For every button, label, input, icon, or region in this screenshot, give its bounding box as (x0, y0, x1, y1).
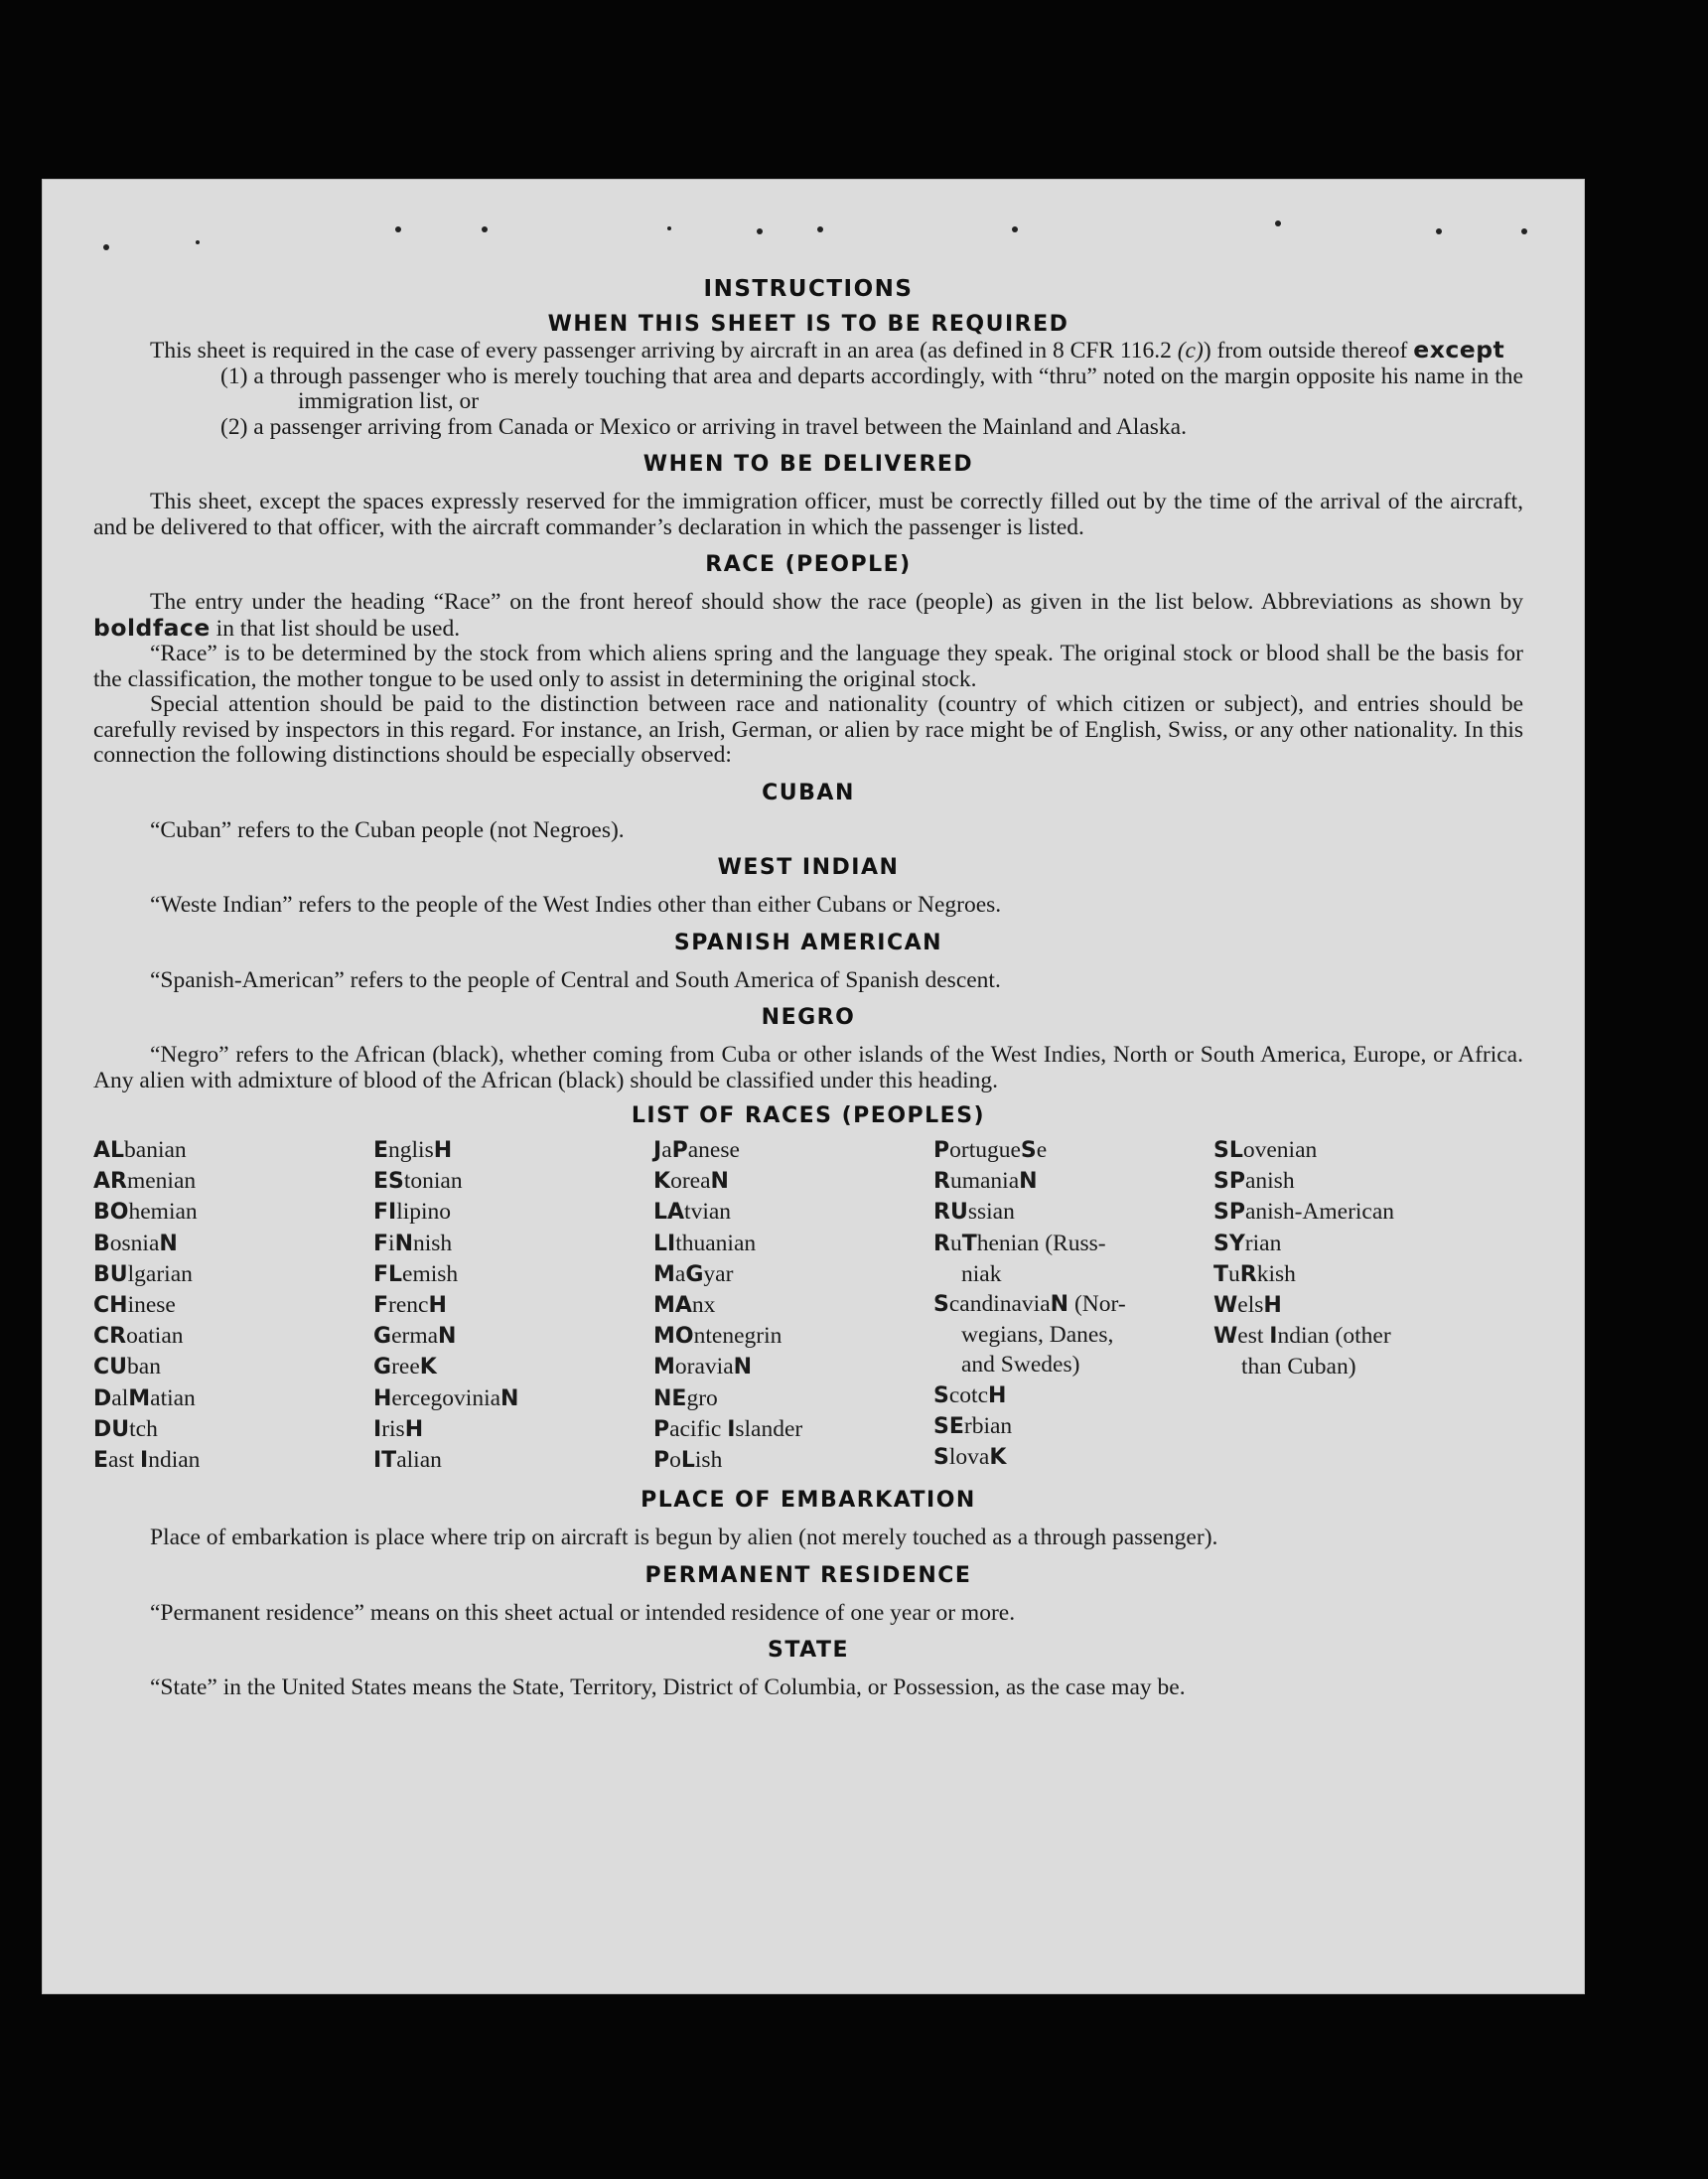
race-paragraph-1: The entry under the heading “Race” on the front hereof should show the race (people) as given in the list below. Abbreviations as shown by boldface in that list should be used. (93, 589, 1523, 642)
west-indian-text: “Weste Indian” refers to the people of the West Indies other than either Cubans or Negroes. (150, 892, 1002, 918)
race-entry: DalMatian (93, 1384, 196, 1411)
race-entry: FLemish (373, 1260, 459, 1287)
race-entry: CUban (93, 1354, 161, 1380)
dot (395, 226, 401, 232)
race-entry: LAtvian (653, 1199, 732, 1226)
dot (482, 226, 488, 232)
race-entry: MOntenegrin (653, 1323, 783, 1350)
races-column (1213, 1135, 1494, 1476)
heading-when-required: WHEN THIS SHEET IS TO BE REQUIRED (547, 312, 1069, 337)
instruction-sheet (42, 179, 1585, 1994)
heading-race: RACE (PEOPLE) (705, 552, 912, 577)
race-entry: MAnx (653, 1292, 716, 1319)
race-entry: ARmenian (93, 1168, 197, 1195)
race-entry: IrisH (373, 1415, 424, 1442)
race-entry: FIlipino (373, 1199, 452, 1226)
heading-cuban: CUBAN (762, 780, 855, 805)
race-paragraph-3: Special attention should be paid to the distinction between race and nationality (country of which citizen or subject), and entries should be carefully revised by inspectors in this regard. For instance, an Irish, German, or alien by race might be of English, Swiss, or any other nationality. In this connection the following distinctions should be especially observed: (93, 691, 1523, 768)
negro-text: “Negro” refers to the African (black), whether coming from Cuba or other islands of the West Indies, North or South America, Europe, or Africa. Any alien with admixture of blood of the African (black) should be classified under this heading. (93, 1042, 1523, 1093)
race-entry: SYrian (1213, 1230, 1282, 1256)
race-entry: GreeK (373, 1354, 437, 1380)
heading-state: STATE (768, 1638, 849, 1664)
race-entry: BOhemian (93, 1199, 198, 1226)
races-column (933, 1135, 1213, 1476)
race-entry: EStonian (373, 1168, 463, 1195)
race-entry: HercegoviniaN (373, 1384, 519, 1411)
race-entry: ScotcH (933, 1381, 1007, 1408)
races-column (93, 1135, 373, 1476)
race-entry: RuThenian (Russ- (933, 1230, 1106, 1256)
race-entry: TuRkish (1213, 1260, 1296, 1287)
race-entry: DUtch (93, 1415, 158, 1442)
delivered-text: This sheet, except the spaces expressly reserved for the immigration officer, must be correctly filled out by the time of the arrival of the aircraft, and be delivered to that officer, with the aircraft commander’s declaration in which the passenger is listed. (93, 489, 1523, 540)
race-entry: SPanish-American (1213, 1199, 1395, 1226)
race-entry: BosniaN (93, 1230, 178, 1256)
heading-when-delivered: WHEN TO BE DELIVERED (642, 452, 974, 477)
embarkation-text: Place of embarkation is place where trip on aircraft is begun by alien (not merely touched as a through passenger). (150, 1525, 1218, 1551)
race-entry: Pacific Islander (653, 1415, 803, 1442)
race-entry: ScandinaviaN (Nor- (933, 1291, 1126, 1318)
state-text: “State” in the United States means the State, Territory, District of Columbia, or Possession, as the case may be. (150, 1674, 1186, 1701)
races-column (653, 1135, 933, 1476)
race-entry: CRoatian (93, 1323, 184, 1350)
race-entry: SPanish (1213, 1168, 1295, 1195)
race-entry: ALbanian (93, 1137, 187, 1163)
race-entry: wegians, Danes, (961, 1322, 1114, 1349)
required-item-2: (2) a passenger arriving from Canada or Mexico or arriving in travel between the Mainland and Alaska. (220, 413, 1187, 440)
race-entry: NEgro (653, 1384, 718, 1411)
race-entry: PoLish (653, 1447, 723, 1474)
race-entry: EnglisH (373, 1137, 453, 1163)
dot (1521, 228, 1527, 234)
race-entry: and Swedes) (961, 1352, 1080, 1379)
dot (1012, 226, 1018, 232)
heading-spanish-american: SPANISH AMERICAN (673, 930, 943, 955)
heading-negro: NEGRO (761, 1005, 856, 1030)
dot (103, 244, 109, 250)
dot (196, 240, 200, 244)
heading-embarkation: PLACE OF EMBARKATION (640, 1488, 976, 1514)
races-column (373, 1135, 653, 1476)
race-entry: niak (961, 1260, 1002, 1287)
dot (757, 228, 763, 234)
heading-west-indian: WEST INDIAN (717, 855, 900, 880)
cuban-text: “Cuban” refers to the Cuban people (not Negroes). (150, 816, 625, 843)
dot (1275, 220, 1281, 226)
race-entry: than Cuban) (1241, 1354, 1356, 1380)
race-entry: FiNnish (373, 1230, 453, 1256)
race-entry: WelsH (1213, 1292, 1282, 1319)
race-entry: GermaN (373, 1323, 457, 1350)
race-entry: KoreaN (653, 1168, 729, 1195)
spanish-american-text: “Spanish-American” refers to the people of Central and South America of Spanish descent. (150, 966, 1001, 993)
dot (1436, 228, 1442, 234)
race-entry: BUlgarian (93, 1260, 193, 1287)
heading-permanent-residence: PERMANENT RESIDENCE (644, 1562, 972, 1588)
race-entry: RumaniaN (933, 1168, 1038, 1195)
heading-list-of-races: LIST OF RACES (PEOPLES) (631, 1103, 986, 1128)
race-entry: RUssian (933, 1199, 1015, 1226)
page-title: INSTRUCTIONS (703, 276, 914, 302)
race-entry: West Indian (other (1213, 1323, 1391, 1350)
race-entry: JaPanese (653, 1137, 740, 1163)
race-entry: ITalian (373, 1447, 442, 1474)
race-entry: MaGyar (653, 1260, 734, 1287)
race-entry: MoraviaN (653, 1354, 753, 1380)
dot (667, 226, 671, 230)
race-paragraph-2: “Race” is to be determined by the stock from which aliens spring and the language they speak. The original stock or blood shall be the basis for the classification, the mother tongue to be used only to assist in determining the original stock. (93, 641, 1523, 692)
race-entry: LIthuanian (653, 1230, 757, 1256)
residence-text: “Permanent residence” means on this sheet actual or intended residence of one year or more. (150, 1599, 1016, 1626)
instructions-content (93, 276, 1523, 1701)
race-entry: FrencH (373, 1292, 447, 1319)
race-entry: PortugueSe (933, 1137, 1048, 1163)
required-item-1: (1) a through passenger who is merely touching that area and departs accordingly, with “thru” noted on the margin opposite his name in the immigration list, or (220, 363, 1523, 414)
required-intro: This sheet is required in the case of every passenger arriving by aircraft in an area (as defined in 8 CFR 116.2 (c)) from outside thereof except (150, 336, 1505, 363)
punch-dots (42, 179, 1585, 258)
race-entry: SlovaK (933, 1444, 1007, 1471)
dot (817, 226, 823, 232)
race-entry: SLovenian (1213, 1137, 1318, 1163)
race-entry: East Indian (93, 1447, 201, 1474)
race-entry: CHinese (93, 1292, 176, 1319)
races-list (93, 1135, 1523, 1476)
race-entry: SErbian (933, 1412, 1013, 1439)
